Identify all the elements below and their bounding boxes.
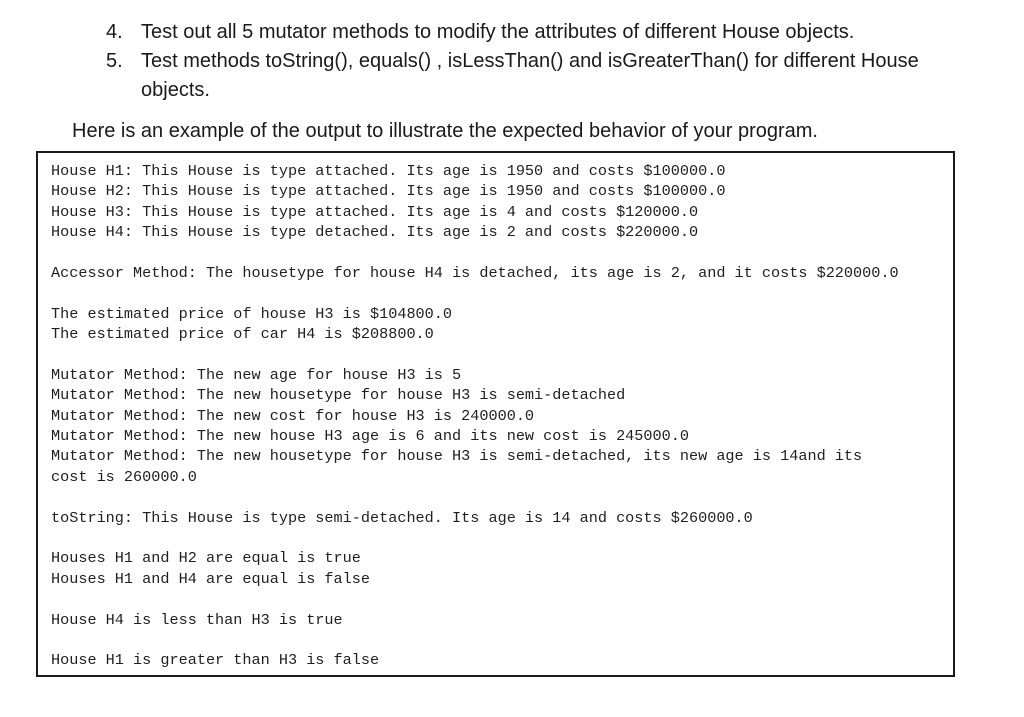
blank-line	[51, 487, 945, 507]
mutator-line: Mutator Method: The new age for house H3 is 5	[51, 365, 462, 384]
accessor-line: Accessor Method: The housetype for house H4 is detached, its age is 2, and it costs $220000.0	[51, 263, 899, 282]
house-line: House H4: This House is type detached. Its age is 2 and costs $220000.0	[51, 223, 699, 242]
mutator-line: cost is 260000.0	[51, 467, 197, 486]
instruction-item	[106, 18, 986, 47]
intro-text: Here is an example of the output to illustrate the expected behavior of your program.	[72, 120, 818, 142]
instruction-text: Test out all 5 mutator methods to modify the attributes of different House objects.	[141, 21, 855, 43]
blank-line	[51, 283, 945, 303]
tostring-line: toString: This House is type semi-detached. Its age is 14 and costs $260000.0	[51, 508, 753, 527]
blank-line	[51, 243, 945, 263]
blank-line	[51, 589, 945, 609]
instruction-number: 4.	[106, 21, 123, 43]
instruction-text: Test methods toString(), equals() , isLessThan() and isGreaterThan() for different House objects.	[141, 50, 919, 101]
estimate-line: The estimated price of car H4 is $208800.0	[51, 325, 434, 344]
equals-line: Houses H1 and H4 are equal is false	[51, 569, 370, 588]
equals-line: Houses H1 and H2 are equal is true	[51, 549, 361, 568]
blank-line	[51, 528, 945, 548]
sample-output-box	[36, 151, 955, 677]
mutator-line: Mutator Method: The new housetype for house H3 is semi-detached	[51, 386, 626, 405]
mutator-line: Mutator Method: The new house H3 age is 6 and its new cost is 245000.0	[51, 427, 689, 446]
house-line: House H1: This House is type attached. Its age is 1950 and costs $100000.0	[51, 162, 726, 180]
mutator-line: Mutator Method: The new cost for house H3 is 240000.0	[51, 406, 535, 425]
instruction-list	[106, 18, 986, 105]
house-line: House H2: This House is type attached. Its age is 1950 and costs $100000.0	[51, 182, 726, 201]
instruction-number: 5.	[106, 50, 123, 72]
instruction-item	[106, 47, 986, 105]
blank-line	[51, 345, 945, 365]
less-than-line: House H4 is less than H3 is true	[51, 610, 343, 629]
estimate-line: The estimated price of house H3 is $104800.0	[51, 304, 453, 323]
greater-than-line: House H1 is greater than H3 is false	[51, 651, 380, 670]
sample-output-text	[51, 161, 945, 671]
house-line: House H3: This House is type attached. Its age is 4 and costs $120000.0	[51, 202, 699, 221]
blank-line	[51, 630, 945, 650]
mutator-line: Mutator Method: The new housetype for house H3 is semi-detached, its new age is 14and its	[51, 447, 863, 466]
